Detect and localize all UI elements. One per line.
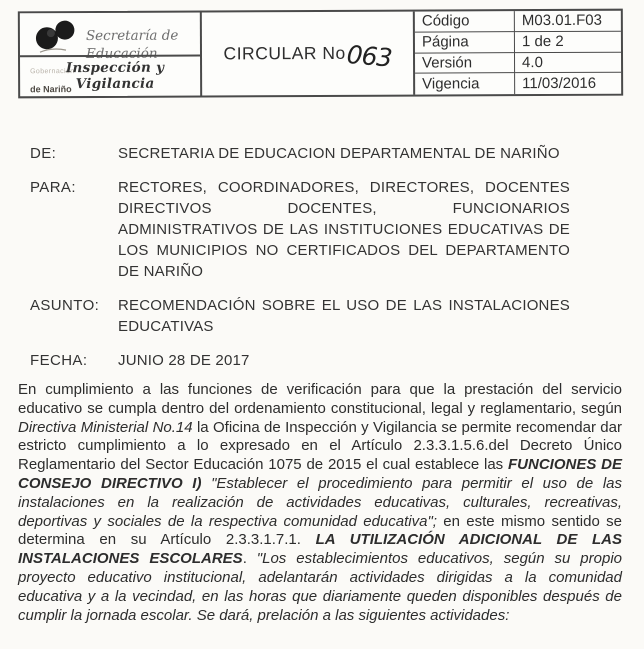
body-segment: En cumplimiento a las funciones de verificación para que la prestación del servicio educativo se cumpla dentro del ordenamiento constitucional, legal y reglamentario, según bbox=[18, 381, 622, 417]
meta-label-pagina: Página bbox=[415, 32, 515, 53]
field-asunto-label: ASUNTO: bbox=[30, 297, 100, 314]
field-de-value: SECRETARIA DE EDUCACION DEPARTAMENTAL DE NARIÑO bbox=[118, 145, 560, 162]
meta-value-codigo: M03.01.F03 bbox=[515, 11, 621, 32]
circular-label: CIRCULAR No bbox=[223, 42, 346, 64]
meta-table bbox=[415, 11, 621, 95]
field-de bbox=[30, 143, 578, 164]
meta-label-vigencia: Vigencia bbox=[415, 73, 515, 94]
body-segment: . bbox=[242, 550, 257, 568]
field-asunto bbox=[30, 295, 578, 337]
meta-label-codigo: Código bbox=[415, 11, 515, 32]
logo-cell bbox=[20, 13, 202, 97]
body-segment: LA UTILIZACIÓN ADICIONAL DE LAS INSTALACIONES ESCOLARES bbox=[18, 531, 623, 568]
body-segment: Directiva Ministerial No.14 bbox=[18, 418, 193, 436]
body-segment: "Establecer el procedimiento para permitir el uso de las instalaciones en la realización de actividades educativas, culturales, recreativas, deportivas y sociales de la respectiva comunidad educativa"; bbox=[18, 474, 622, 530]
gobernacion-line1: Gobernación bbox=[30, 68, 75, 76]
field-asunto-value: RECOMENDACIÓN SOBRE EL USO DE LAS INSTALACIONES EDUCATIVAS bbox=[118, 297, 570, 335]
letter-fields bbox=[30, 143, 578, 384]
secretaria-line1: Secretaría de bbox=[85, 27, 179, 45]
body-paragraph bbox=[18, 381, 622, 625]
meta-value-pagina: 1 de 2 bbox=[515, 31, 621, 52]
circular-number-handwritten: 063 bbox=[345, 39, 393, 73]
field-fecha-label: FECHA: bbox=[30, 352, 88, 369]
field-de-label: DE: bbox=[30, 145, 57, 162]
field-fecha bbox=[30, 350, 578, 371]
header-table bbox=[18, 9, 623, 99]
circular-title-cell bbox=[202, 12, 415, 96]
inspeccion-vigilancia-label: Inspección y Vigilancia bbox=[20, 55, 200, 97]
field-fecha-value: JUNIO 28 DE 2017 bbox=[118, 352, 250, 369]
field-para bbox=[30, 177, 578, 282]
body-segment: en este mismo sentido se determina en su Artículo 2.3.3.1.7.1. bbox=[18, 512, 622, 549]
gobernacion-line2: de Nariño bbox=[30, 84, 72, 95]
meta-value-version: 4.0 bbox=[515, 52, 621, 73]
body-segment: la Oficina de Inspección y Vigilancia se permite recomendar dar estricto cumplimiento a lo expresado en el Artículo 2.3.3.1.5.6.del Decreto Único Reglamentario del Sector Educación 1075 de 2015 el cual establece las bbox=[18, 418, 622, 474]
body-segment: "Los establecimientos educativos, según su propio proyecto educativo institucional, adelantarán actividades dirigidas a la comunidad educativa y a la vecindad, en las horas que diariamente queden disponibles después de cumplir la jornada escolar. Se dará, prelación a las siguientes actividades: bbox=[18, 550, 623, 624]
meta-value-vigencia: 11/03/2016 bbox=[522, 74, 597, 93]
field-para-label: PARA: bbox=[30, 179, 76, 196]
secretaria-line2: Educación bbox=[85, 45, 158, 63]
body-segment: FUNCIONES DE CONSEJO DIRECTIVO I) bbox=[18, 456, 623, 492]
meta-label-version: Versión bbox=[415, 53, 515, 74]
field-para-value: RECTORES, COORDINADORES, DIRECTORES, DOCENTES DIRECTIVOS DOCENTES, FUNCIONARIOS ADMINISTRATIVOS DE LAS INSTITUCIONES EDUCATIVAS DE LOS MUNICIPIOS NO CERTIFICADOS DEL DEPARTAMENTO DE NARIÑO bbox=[118, 179, 570, 280]
